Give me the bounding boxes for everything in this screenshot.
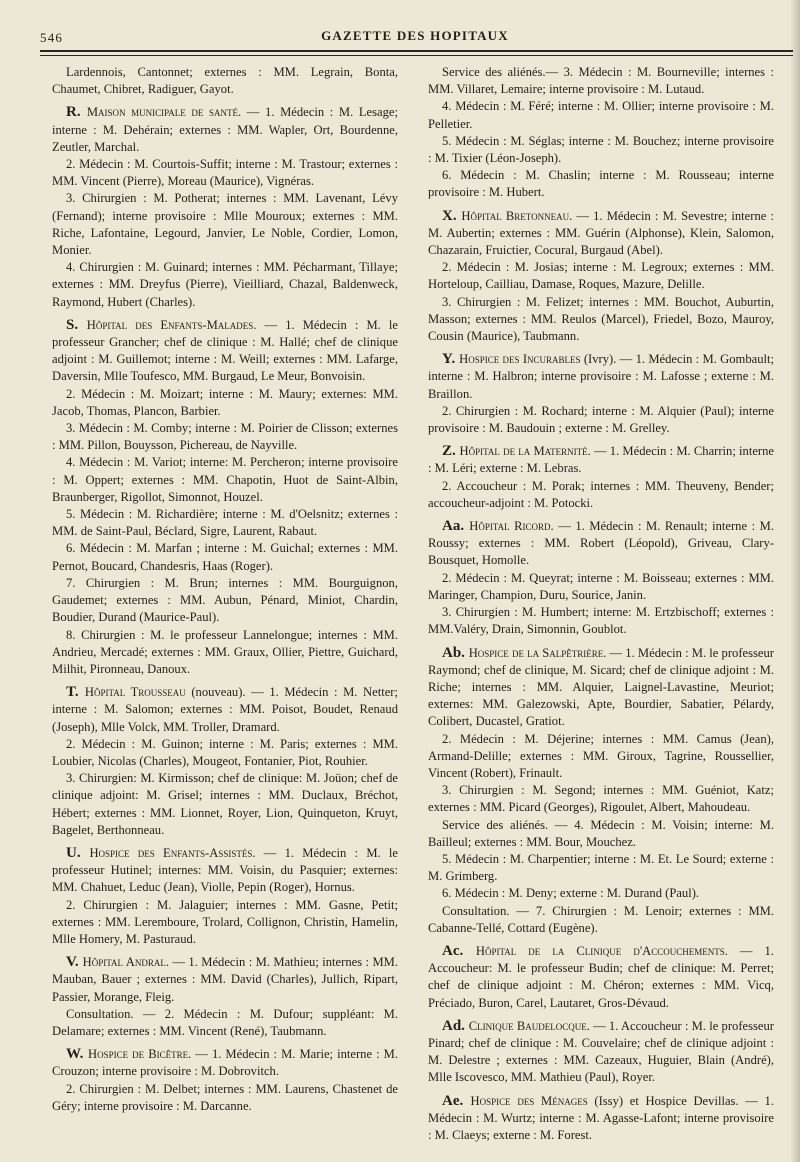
paragraph	[52, 64, 398, 98]
section-entry	[428, 351, 774, 403]
entry-text: 3. Médecin : M. Comby; interne : M. Poirier de Clisson; externes : MM. Pillon, Bouysson, Pichereau, de Nayville.	[52, 421, 398, 453]
entry-text: — 1. Médecin : M. le professeur Hutinel; internes: MM. Voisin, du Pasquier; externes: MM. Chahuet, Leduc (Jean), Violle, Pepin (Roger), Hornus.	[52, 845, 398, 895]
paragraph	[428, 403, 774, 437]
paragraph	[428, 903, 774, 937]
left-column	[52, 64, 398, 1115]
paragraph	[428, 782, 774, 816]
paragraph	[52, 897, 398, 949]
paragraph	[52, 259, 398, 311]
section-letter: U.	[66, 844, 90, 861]
entry-text: Service des aliénés. — 4. Médecin : M. Voisin; interne: M. Bailleul; externes : MM. Bour, Mouchez.	[428, 817, 774, 849]
section-letter: Aa.	[442, 518, 470, 535]
paragraph	[52, 770, 398, 839]
entry-text: 2. Médecin : M. Josias; interne : M. Legroux; externes : MM. Horteloup, Cailliau, Damase, Roques, Mazure, Delille.	[428, 260, 774, 292]
entry-text: 3. Chirurgien : M. Segond; internes : MM. Guéniot, Katz; externes : MM. Picard (Georges), Rigoulet, Albert, Mahoudeau.	[428, 783, 774, 815]
paragraph	[52, 386, 398, 420]
section-entry	[428, 645, 774, 731]
entry-text: — 1. Médecin : M. Marie; interne : M. Crouzon; interne provisoire : M. Dobrovitch.	[52, 1047, 398, 1079]
section-letter: Ae.	[442, 1092, 471, 1109]
page-spine-shadow	[790, 0, 800, 1162]
header-rule-thick	[40, 50, 793, 52]
paragraph	[428, 259, 774, 293]
paragraph	[428, 604, 774, 638]
paragraph	[428, 98, 774, 132]
paragraph	[428, 851, 774, 885]
entry-text: (nouveau). — 1. Médecin : M. Netter; interne : M. Salomon; externes : MM. Poisot, Boudet, Renaud (Joseph), Mlle Volck, MM. Troller, Dramard.	[52, 685, 398, 734]
entry-text: Consultation. — 7. Chirurgien : M. Lenoir; externes : MM. Cabanne-Tellé, Cottard (Eugène).	[428, 903, 774, 935]
section-letter: R.	[66, 104, 87, 121]
entry-text: 5. Médecin : M. Séglas; interne : M. Bouchez; interne provisoire : M. Tixier (Léon-Joseph).	[428, 133, 774, 166]
section-entry	[52, 317, 398, 386]
section-letter: Ad.	[442, 1017, 469, 1034]
paragraph	[428, 478, 774, 512]
section-letter: W.	[66, 1046, 89, 1063]
entry-text: — 1. Accoucheur : M. le professeur Pinard; chef de clinique : M. Couvelaire; chef de clinique adjoint : M. Delestre ; externes : MM. Cazeaux, Huguier, Blain (André), Mlle Iscovesco, MM. Mathieu (Paul), Royer.	[428, 1018, 774, 1085]
section-entry	[428, 1093, 774, 1145]
paragraph	[428, 885, 774, 902]
hospital-name: Hôpital Trousseau	[84, 685, 186, 700]
entry-text: 5. Médecin : M. Charpentier; interne : M. Et. Le Sourd; externe : M. Grimberg.	[428, 851, 774, 884]
hospital-name: Hôpital de la Maternité.	[459, 444, 591, 459]
hospital-name: Hôpital de la Clinique d'Accouchements.	[475, 943, 728, 958]
section-entry	[52, 104, 398, 156]
entry-text: 4. Médecin : M. Variot; interne: M. Percheron; interne provisoire : M. Oppert; externes : MM. Chapotin, Huot de Saint-Albin, Braunberger, Rigollot, Simonnot, Houzel.	[52, 455, 398, 504]
section-entry	[428, 943, 774, 1012]
hospital-name: Hôpital Bretonneau.	[461, 208, 573, 223]
hospital-name: Clinique Baudelocque.	[468, 1018, 590, 1033]
paragraph	[52, 190, 398, 259]
entry-text: — 1. Médecin : M. le professeur Grancher; chef de clinique : M. Hallé; chef de clinique adjoint : M. Guillemot; interne : M. Weill; externes : MM. Lafarge, Daversin, Mlle Toufesco, MM. Burgaud, Le Meur, Bonvoisin.	[52, 317, 398, 384]
paragraph	[52, 627, 398, 679]
hospital-name: Hôpital Andral.	[82, 955, 169, 970]
paragraph	[52, 1081, 398, 1115]
entry-text: 3. Chirurgien : M. Humbert; interne: M. Ertzbischoff; externes : MM.Valéry, Drain, Simonnin, Goublot.	[428, 605, 774, 637]
paragraph	[428, 817, 774, 851]
entry-text: — 1. Accoucheur: M. le professeur Budin; chef de clinique: M. Perret; chef de clinique adjoint : M. Chéron; externes : MM. Vicq, Préciado, Buron, Carel, Lautaret, Gros-Dévaud.	[428, 943, 774, 1010]
section-letter: Ac.	[442, 942, 476, 959]
section-entry	[428, 208, 774, 260]
hospital-name: Hôpital Ricord.	[469, 519, 554, 534]
entry-text: Consultation. — 2. Médecin : M. Dufour; suppléant: M. Delamare; externes : MM. Vincent (René), Taubmann.	[52, 1006, 398, 1038]
hospital-name: Hôpital des Enfants-Malades.	[86, 317, 257, 332]
hospital-name: Hospice de la Salpêtrière.	[468, 645, 607, 660]
paragraph	[428, 731, 774, 783]
section-entry	[428, 443, 774, 477]
entry-text: (Issy) et Hospice Devillas. — 1. Médecin : M. Wurtz; interne : M. Agasse-Lafont; interne provisoire : M. Claeys; externe : M. Forest.	[428, 1093, 774, 1142]
entry-text: — 1. Médecin : M. Lesage; interne : M. Dehérain; externes : MM. Wapler, Ort, Bourdenne, Zeutler, Marchal.	[52, 105, 398, 154]
paragraph	[52, 575, 398, 627]
entry-text: 7. Chirurgien : M. Brun; internes : MM. Bourguignon, Gaudemet; externes : MM. Aubun, Pénard, Miniot, Chardin, Boudier, Durand (Maurice-Paul).	[52, 575, 398, 625]
hospital-name: Hospice de Bicêtre.	[88, 1047, 192, 1062]
section-letter: Z.	[442, 443, 460, 460]
paragraph	[428, 294, 774, 346]
section-letter: X.	[442, 207, 462, 224]
entry-text: 2. Médecin : M. Moizart; interne : M. Maury; externes: MM. Jacob, Thomas, Plancon, Barbier.	[52, 386, 398, 418]
section-letter: S.	[66, 316, 87, 333]
paragraph	[52, 454, 398, 506]
entry-text: 6. Médecin : M. Chaslin; interne : M. Rousseau; interne provisoire : M. Hubert.	[428, 168, 774, 200]
entry-text: 2. Chirurgien : M. Delbet; internes : MM. Laurens, Chastenet de Géry; interne provisoire : M. Darcanne.	[52, 1081, 398, 1113]
section-entry	[52, 1046, 398, 1080]
entry-text: 2. Accoucheur : M. Porak; internes : MM. Theuveny, Bender; accoucheur-adjoint : M. Potocki.	[428, 478, 774, 510]
page-number: 546	[40, 30, 64, 45]
paragraph	[428, 570, 774, 604]
entry-text: 2. Médecin : M. Guinon; interne : M. Paris; externes : MM. Loubier, Nicolas (Charles), Mougeot, Fontanier, Piot, Rouhier.	[52, 736, 398, 768]
hospital-name: Hospice des Incurables	[459, 352, 581, 367]
paragraph	[52, 540, 398, 574]
section-entry	[52, 684, 398, 736]
entry-text: 4. Médecin : M. Féré; interne : M. Ollier; interne provisoire : M. Pelletier.	[428, 99, 774, 131]
entry-text: 3. Chirurgien : M. Felizet; internes : MM. Bouchot, Auburtin, Masson; externes : MM. Reulos (Marcel), Friedel, Bozo, Mauroy, Cousin (Maurice), Taubmann.	[428, 294, 774, 344]
section-entry	[428, 1018, 774, 1087]
entry-text: 2. Médecin : M. Queyrat; interne : M. Boisseau; externes : MM. Maringer, Champion, Duru, Sourice, Janin.	[428, 570, 774, 602]
entry-text: 6. Médecin : M. Marfan ; interne : M. Guichal; externes : MM. Pernot, Boucard, Chandesris, Haas (Roger).	[52, 541, 398, 573]
entry-text: — 1. Médecin : M. Sevestre; interne : M. Aubertin; externes : MM. Guérin (Alphonse), Klein, Salomon, Chazarain, Fruictier, Cocural, Burgaud (Abel).	[428, 208, 774, 258]
page-header	[40, 26, 790, 48]
paragraph	[428, 64, 774, 98]
entry-text: 2. Médecin : M. Déjerine; internes : MM. Camus (Jean), Armand-Delille; externes : MM. Giroux, Tagrine, Roussellier, Vincent (Robert), Frinault.	[428, 731, 774, 780]
section-letter: Ab.	[442, 644, 469, 661]
entry-text: 8. Chirurgien : M. le professeur Lannelongue; internes : MM. Andrieu, Mercadé; externes : MM. Graux, Ollier, Piettre, Guichard, Milhit, Pironneau, Danoux.	[52, 627, 398, 676]
paragraph	[52, 156, 398, 190]
section-entry	[428, 518, 774, 570]
right-column	[428, 64, 774, 1144]
section-letter: V.	[66, 954, 83, 971]
entry-text: 6. Médecin : M. Deny; externe : M. Durand (Paul).	[442, 886, 700, 901]
entry-text: 2. Médecin : M. Courtois-Suffit; interne : M. Trastour; externes : MM. Vincent (Pierre), Moreau (Maurice), Vignéras.	[52, 157, 398, 189]
entry-text: — 1. Médecin : M. le professeur Raymond; chef de clinique, M. Sicard; chef de clinique adjoint : M. Riche; internes : MM. Alquier, Laignel-Lavastine, Meuriot; externes: MM. Galezowski, Apte, Bourdier, Sabatier, Pélardy, Colibert, Ducastel, Gratiot.	[428, 645, 774, 729]
header-rule-thin	[40, 55, 793, 56]
paragraph	[52, 736, 398, 770]
entry-text: Service des aliénés.— 3. Médecin : M. Bourneville; internes : MM. Villaret, Lemaire; interne provisoire : M. Lutaud.	[428, 65, 774, 97]
entry-text: — 1. Médecin : M. Mathieu; internes : MM. Mauban, Bauer ; externes : MM. David (Charles), Jullich, Ripart, Passier, Morange, Fleig.	[52, 955, 398, 1004]
entry-text: 4. Chirurgien : M. Guinard; internes : MM. Pécharmant, Tillaye; externes : MM. Dreyfus (Pierre), Vieilliard, Chazal, Baldenweck, Raymond, Hubert (Charles).	[52, 260, 398, 309]
section-letter: T.	[66, 684, 85, 701]
entry-text: 5. Médecin : M. Richardière; interne : M. d'Oelsnitz; externes : MM. de Saint-Paul, Béclard, Sigre, Laurent, Rabaut.	[52, 507, 398, 539]
entry-text: 2. Chirurgien : M. Rochard; interne : M. Alquier (Paul); interne provisoire : M. Baudouin ; externe : M. Grelley.	[428, 403, 774, 436]
section-entry	[52, 845, 398, 897]
section-letter: Y.	[442, 351, 460, 368]
paragraph	[52, 506, 398, 540]
section-entry	[52, 954, 398, 1006]
entry-text: Lardennois, Cantonnet; externes : MM. Legrain, Bonta, Chaumet, Chibret, Radiguer, Gayot.	[52, 65, 398, 97]
entry-text: 3. Chirurgien : M. Potherat; internes : MM. Lavenant, Lévy (Fernand); interne provisoire : Mlle Mouroux; externes : MM. Riche, Lafontaine, Legourd, Janvier, Le Noble, Cordier, Lomon, Monier.	[52, 191, 398, 258]
entry-text: 3. Chirurgien: M. Kirmisson; chef de clinique: M. Joüon; chef de clinique adjoint: M. Grisel; internes : MM. Duclaux, Bréchot, Hébert; externes : MM. Lionnet, Royer, Lion, Quinqueton, Kruyt, Bagelet, Berthonneau.	[52, 771, 398, 837]
entry-text: (Ivry). — 1. Médecin : M. Gombault; interne : M. Halbron; interne provisoire : M. Lafosse ; externe : M. Braillon.	[428, 352, 774, 401]
hospital-name: Hospice des Ménages	[470, 1093, 588, 1108]
paragraph	[52, 420, 398, 454]
entry-text: 2. Chirurgien : M. Jalaguier; internes : MM. Gasne, Petit; externes : MM. Leremboure, Trolard, Collignon, Christin, Hamelin, Mlle Homery, M. Pasturaud.	[52, 897, 398, 946]
hospital-name: Hospice des Enfants-Assistés.	[89, 845, 256, 860]
paragraph	[52, 1006, 398, 1040]
entry-text: — 1. Médecin : M. Charrin; interne : M. Léri; externe : M. Lebras.	[428, 444, 774, 476]
journal-title: GAZETTE DES HOPITAUX	[321, 28, 509, 43]
paragraph	[428, 167, 774, 201]
paragraph	[428, 133, 774, 167]
entry-text: — 1. Médecin : M. Renault; interne : M. Roussy; externes : MM. Robert (Léopold), Griveau, Clary-Bousquet, Homolle.	[428, 519, 774, 568]
hospital-name: Maison municipale de santé.	[86, 105, 242, 120]
